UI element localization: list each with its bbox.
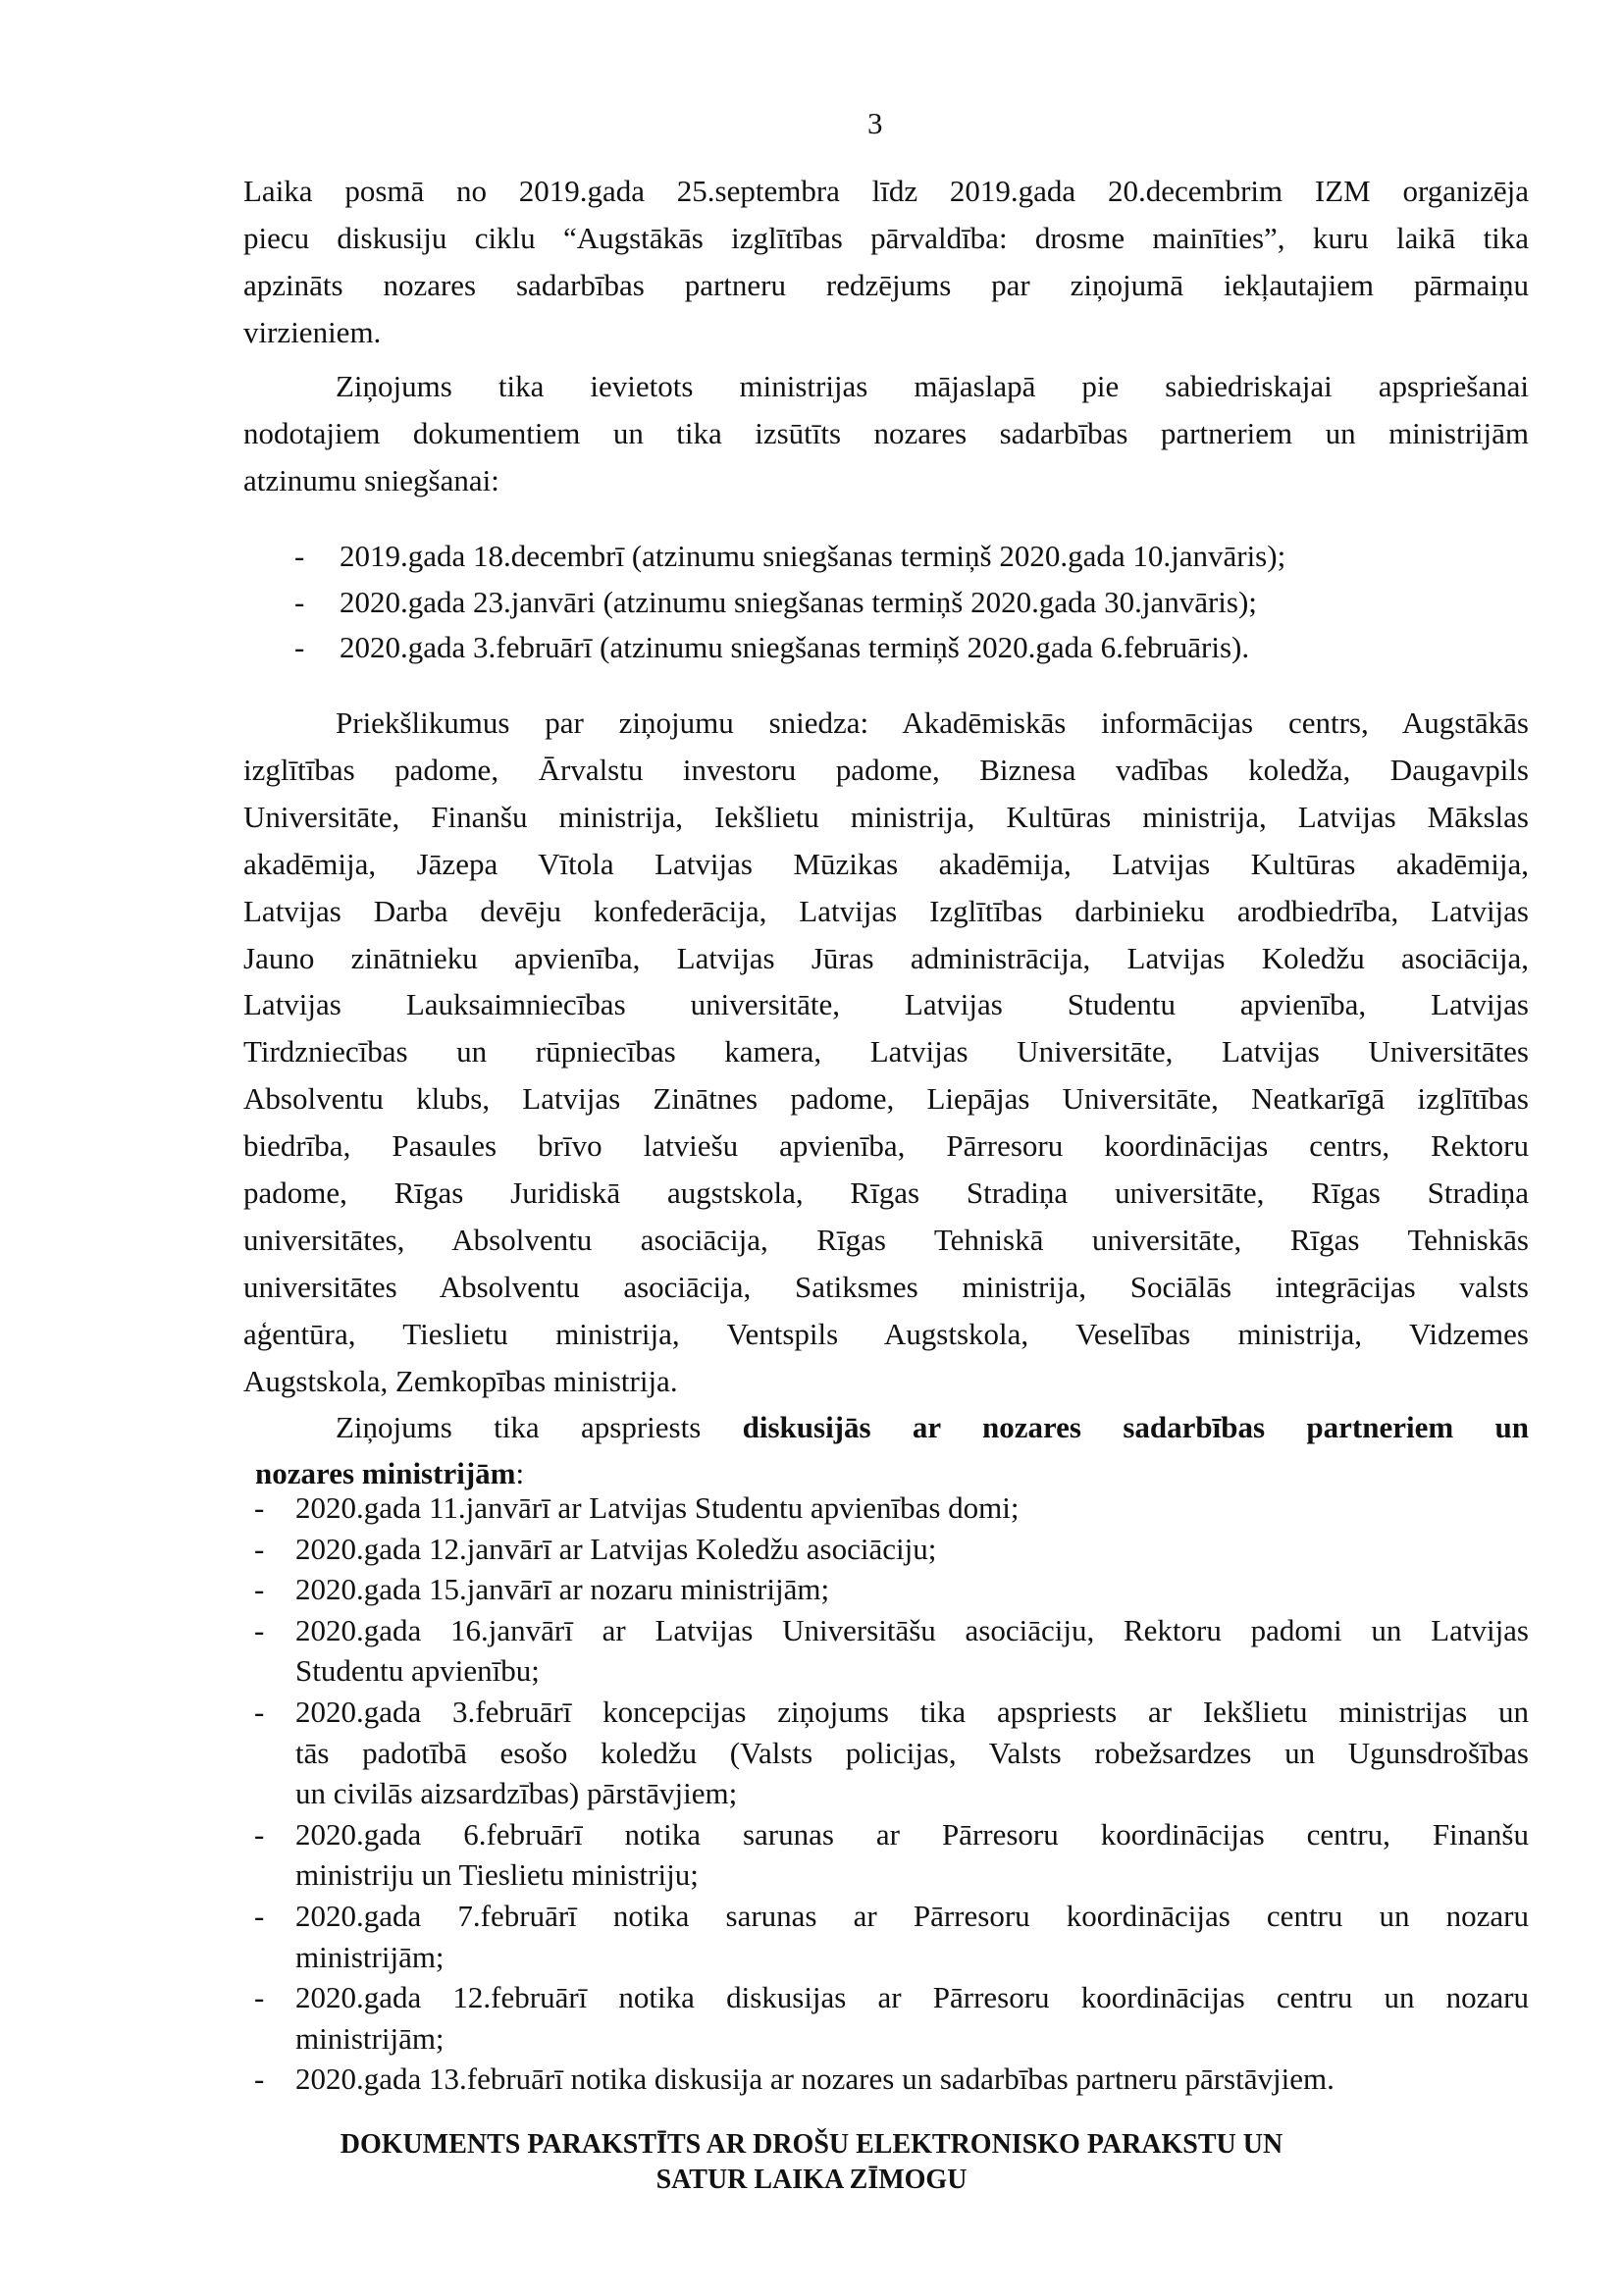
list-item-line: un civilās aizsardzības) pārstāvjiem; bbox=[295, 1776, 738, 1811]
list-submission-dates bbox=[294, 534, 1321, 671]
text-line: Ziņojums tika ievietots ministrijas mājaslapā pie sabiedriskajai apspriešanai bbox=[336, 369, 1529, 403]
text-line: Priekšlikumus par ziņojumu sniedza: Akadēmiskās informācijas centrs, Augstākās bbox=[336, 705, 1529, 740]
paragraph-proposals bbox=[243, 700, 1529, 1405]
text-line: akadēmija, Jāzepa Vītola Latvijas Mūzikas akadēmija, Latvijas Kultūras akadēmija, bbox=[243, 846, 1529, 881]
list-item bbox=[254, 1977, 1529, 2059]
list-item-line: 2020.gada 11.janvārī ar Latvijas Studentu apvienības domi; bbox=[295, 1490, 1020, 1525]
bullet-dash: - bbox=[294, 539, 305, 573]
text-line bbox=[243, 1405, 1529, 1451]
bullet-dash: - bbox=[254, 1898, 265, 1933]
list-item bbox=[294, 580, 1321, 626]
text-normal: Ziņojums tika apspriests bbox=[336, 1410, 743, 1444]
text-normal: : bbox=[515, 1455, 525, 1490]
bullet-dash: - bbox=[254, 1694, 265, 1729]
text-line: biedrība, Pasaules brīvo latviešu apvienība, Pārresoru koordinācijas centrs, Rektoru bbox=[243, 1128, 1529, 1164]
list-item-line: 2020.gada 13.februārī notika diskusija ar nozares un sadarbības partneru pārstāvjiem. bbox=[295, 2061, 1335, 2097]
list-item-line: 2019.gada 18.decembrī (atzinumu sniegšanas termiņš 2020.gada 10.janvāris); bbox=[340, 539, 1286, 573]
text-line: Laika posmā no 2019.gada 25.septembra līdz 2019.gada 20.decembrim IZM organizēja bbox=[243, 174, 1529, 208]
text-line: Augstskola, Zemkopības ministrija. bbox=[243, 1363, 678, 1398]
list-item-line: 2020.gada 16.janvārī ar Latvijas Universitāšu asociāciju, Rektoru padomi un Latvijas bbox=[295, 1612, 1529, 1647]
bullet-dash: - bbox=[254, 1816, 265, 1852]
list-item bbox=[294, 534, 1321, 580]
text-line: padome, Rīgas Juridiskā augstskola, Rīgas Stradiņa universitāte, Rīgas Stradiņa bbox=[243, 1175, 1529, 1211]
text-line: Jauno zinātnieku apvienība, Latvijas Jūras administrācija, Latvijas Koledžu asociācija, bbox=[243, 940, 1529, 975]
text-line: piecu diskusiju ciklu “Augstākās izglītības pārvaldība: drosme mainīties”, kuru laikā tika bbox=[243, 221, 1529, 255]
bullet-dash: - bbox=[254, 1572, 265, 1607]
list-item bbox=[254, 1692, 1529, 1814]
list-item-line: 2020.gada 12.janvārī ar Latvijas Koledžu asociāciju; bbox=[295, 1531, 937, 1566]
paragraph-discussion-cycle bbox=[243, 168, 1529, 356]
bullet-dash: - bbox=[294, 630, 305, 664]
list-item-line: 2020.gada 3.februārī (atzinumu sniegšanas termiņš 2020.gada 6.februāris). bbox=[340, 630, 1250, 664]
list-item bbox=[254, 1529, 1529, 1570]
paragraph-discussions bbox=[243, 1405, 1529, 1496]
list-item-line: ministrijām; bbox=[295, 2020, 445, 2056]
page-number: 3 bbox=[867, 106, 883, 140]
bullet-dash: - bbox=[294, 584, 305, 619]
text-line: Latvijas Darba devēju konfederācija, Latvijas Izglītības darbinieku arodbiedrība, Latvijas bbox=[243, 893, 1529, 928]
list-item-line: 2020.gada 6.februārī notika sarunas ar Pārresoru koordinācijas centru, Finanšu bbox=[295, 1816, 1529, 1852]
signature-notice bbox=[0, 2127, 1623, 2198]
text-bold: nozares ministrijām bbox=[255, 1455, 516, 1490]
list-item bbox=[254, 1610, 1529, 1692]
text-bold: diskusijās ar nozares sadarbības partneriem un bbox=[742, 1410, 1529, 1444]
list-item-line: ministriju un Tieslietu ministriju; bbox=[295, 1857, 699, 1893]
bullet-dash: - bbox=[254, 1531, 265, 1566]
list-item-line: tās padotībā esošo koledžu (Valsts policijas, Valsts robežsardzes un Ugunsdrošības bbox=[295, 1735, 1529, 1770]
text-line: Universitāte, Finanšu ministrija, Iekšlietu ministrija, Kultūras ministrija, Latvijas Mākslas bbox=[243, 799, 1529, 834]
text-line: Latvijas Lauksaimniecības universitāte, Latvijas Studentu apvienība, Latvijas bbox=[243, 987, 1529, 1022]
text-line: aģentūra, Tieslietu ministrija, Ventspils Augstskola, Veselības ministrija, Vidzemes bbox=[243, 1316, 1529, 1351]
bullet-dash: - bbox=[254, 1980, 265, 2015]
list-item bbox=[254, 2059, 1529, 2100]
list-item-line: Studentu apvienību; bbox=[295, 1653, 540, 1689]
list-item-line: 2020.gada 23.janvāri (atzinumu sniegšanas termiņš 2020.gada 30.janvāris); bbox=[340, 584, 1257, 619]
footer-line: SATUR LAIKA ZĪMOGU bbox=[655, 2165, 968, 2195]
list-item-line: 2020.gada 3.februārī koncepcijas ziņojums tika apspriests ar Iekšlietu ministrijas un bbox=[295, 1694, 1529, 1729]
bullet-dash: - bbox=[254, 2061, 265, 2097]
list-item-line: 2020.gada 12.februārī notika diskusijas ar Pārresoru koordinācijas centru un nozaru bbox=[295, 1980, 1529, 2015]
bullet-dash: - bbox=[254, 1612, 265, 1647]
text-line: atzinumu sniegšanai: bbox=[243, 463, 499, 497]
text-line: apzināts nozares sadarbības partneru redzējums par ziņojumā iekļautajiem pārmaiņu bbox=[243, 268, 1529, 302]
list-item-line: 2020.gada 7.februārī notika sarunas ar Pārresoru koordinācijas centru un nozaru bbox=[295, 1898, 1529, 1933]
text-line: Absolventu klubs, Latvijas Zinātnes padome, Liepājas Universitāte, Neatkarīgā izglītības bbox=[243, 1081, 1529, 1117]
list-item bbox=[254, 1487, 1529, 1529]
text-line: izglītības padome, Ārvalstu investoru padome, Biznesa vadības koledža, Daugavpils bbox=[243, 752, 1529, 787]
list-item-line: 2020.gada 15.janvārī ar nozaru ministrijām; bbox=[295, 1572, 830, 1607]
list-discussion-dates bbox=[254, 1487, 1529, 2100]
text-line: universitātes Absolventu asociācija, Satiksmes ministrija, Sociālās integrācijas valsts bbox=[243, 1269, 1529, 1304]
text-line: virzieniem. bbox=[243, 315, 382, 349]
bullet-dash: - bbox=[254, 1490, 265, 1525]
list-item bbox=[254, 1814, 1529, 1896]
footer-line: DOKUMENTS PARAKSTĪTS AR DROŠU ELEKTRONISKO PARAKSTU UN bbox=[340, 2129, 1283, 2160]
text-line: universitātes, Absolventu asociācija, Rīgas Tehniskā universitāte, Rīgas Tehniskās bbox=[243, 1222, 1529, 1257]
text-line: Tirdzniecības un rūpniecības kamera, Latvijas Universitāte, Latvijas Universitātes bbox=[243, 1034, 1529, 1070]
paragraph-publication bbox=[243, 363, 1529, 504]
text-line: nodotajiem dokumentiem un tika izsūtīts nozares sadarbības partneriem un ministrijām bbox=[243, 416, 1529, 450]
list-item bbox=[254, 1569, 1529, 1610]
list-item bbox=[294, 625, 1321, 671]
list-item-line: ministrijām; bbox=[295, 1939, 445, 1974]
list-item bbox=[254, 1896, 1529, 1977]
